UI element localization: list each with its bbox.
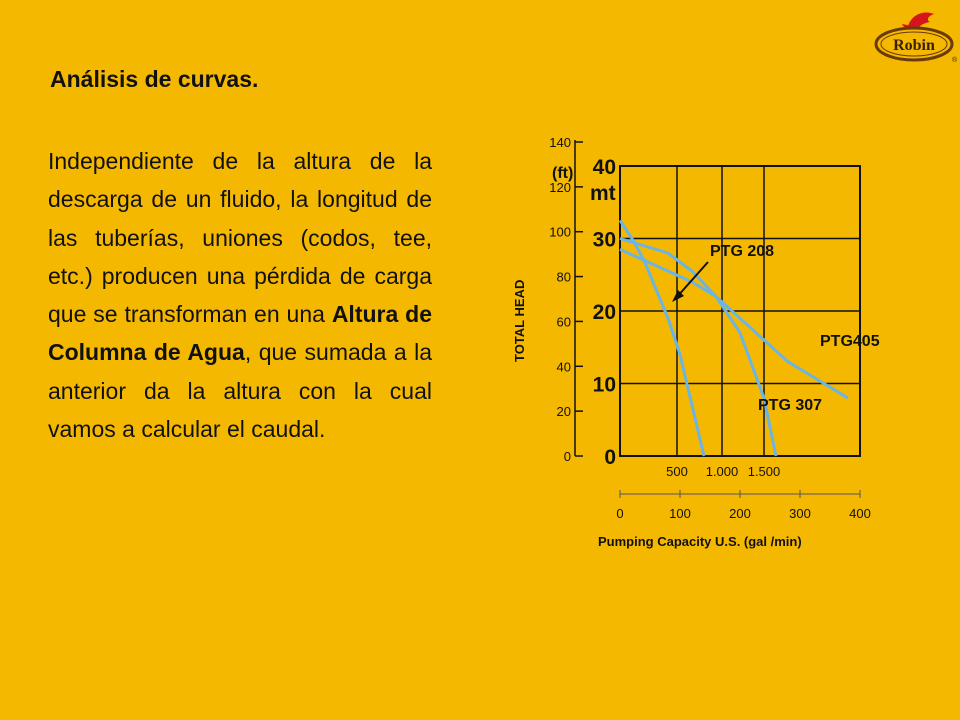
body-text-after: , que sumada a la anterior da la altura con la cual vamos a calcular el caudal. <box>48 339 432 443</box>
ft-tick-label: 40 <box>556 359 571 375</box>
gal-tick-label: 400 <box>849 506 871 521</box>
ptg208-pointer-arrow <box>676 262 708 298</box>
slide-title: Análisis de curvas. <box>50 66 259 92</box>
x-top-tick-label: 1.500 <box>747 464 781 479</box>
ft-tick-label: 140 <box>549 135 571 150</box>
series-line-1 <box>620 239 776 457</box>
x-top-tick-label: 500 <box>666 464 688 479</box>
gal-tick-label: 300 <box>789 506 811 521</box>
ft-tick-label: 120 <box>549 179 571 195</box>
series-label-ptg405: PTG405 <box>820 333 880 350</box>
ft-tick-label: 20 <box>556 404 571 420</box>
m-tick-label: 30 <box>592 228 616 252</box>
gal-tick-label: 200 <box>729 506 751 521</box>
gal-tick-label: 100 <box>669 506 691 521</box>
robin-logo <box>872 6 958 66</box>
ft-unit-label: (ft) <box>552 165 574 182</box>
registered-mark: ® <box>952 57 958 64</box>
m-tick-label: 20 <box>592 301 616 324</box>
body-text-bold: Altura de Columna de Agua <box>48 301 432 366</box>
body-paragraph <box>48 142 432 448</box>
ft-tick-label: 100 <box>549 224 571 240</box>
ft-tick-label: 60 <box>556 314 571 330</box>
y-axis-title: TOTAL HEAD <box>512 279 527 362</box>
body-text-before: Independiente de la altura de la descarga de un fluido, la longitud de las tuberías, uniones (codos, tee, etc.) producen una pérdida de carga que se transforman en una <box>48 148 432 328</box>
chart-axes <box>512 135 871 549</box>
pump-curve-chart <box>500 130 900 560</box>
m-tick-label: 10 <box>592 373 616 397</box>
m-tick-label: 0 <box>604 446 616 469</box>
m-unit-label: mt <box>590 182 616 205</box>
ft-tick-label: 80 <box>556 269 571 285</box>
m-tick-label: 40 <box>592 156 616 179</box>
ft-tick-label: 0 <box>563 449 571 464</box>
series-label-ptg307: PTG 307 <box>758 397 823 414</box>
chart-labels <box>672 243 880 414</box>
chart-grid <box>620 166 860 456</box>
x-axis-title: Pumping Capacity U.S. (gal /min) <box>598 534 802 549</box>
logo-text: Robin <box>893 37 935 54</box>
gal-tick-label: 0 <box>616 506 624 521</box>
series-label-ptg208: PTG 208 <box>710 243 775 260</box>
x-top-tick-label: 1.000 <box>705 464 739 479</box>
